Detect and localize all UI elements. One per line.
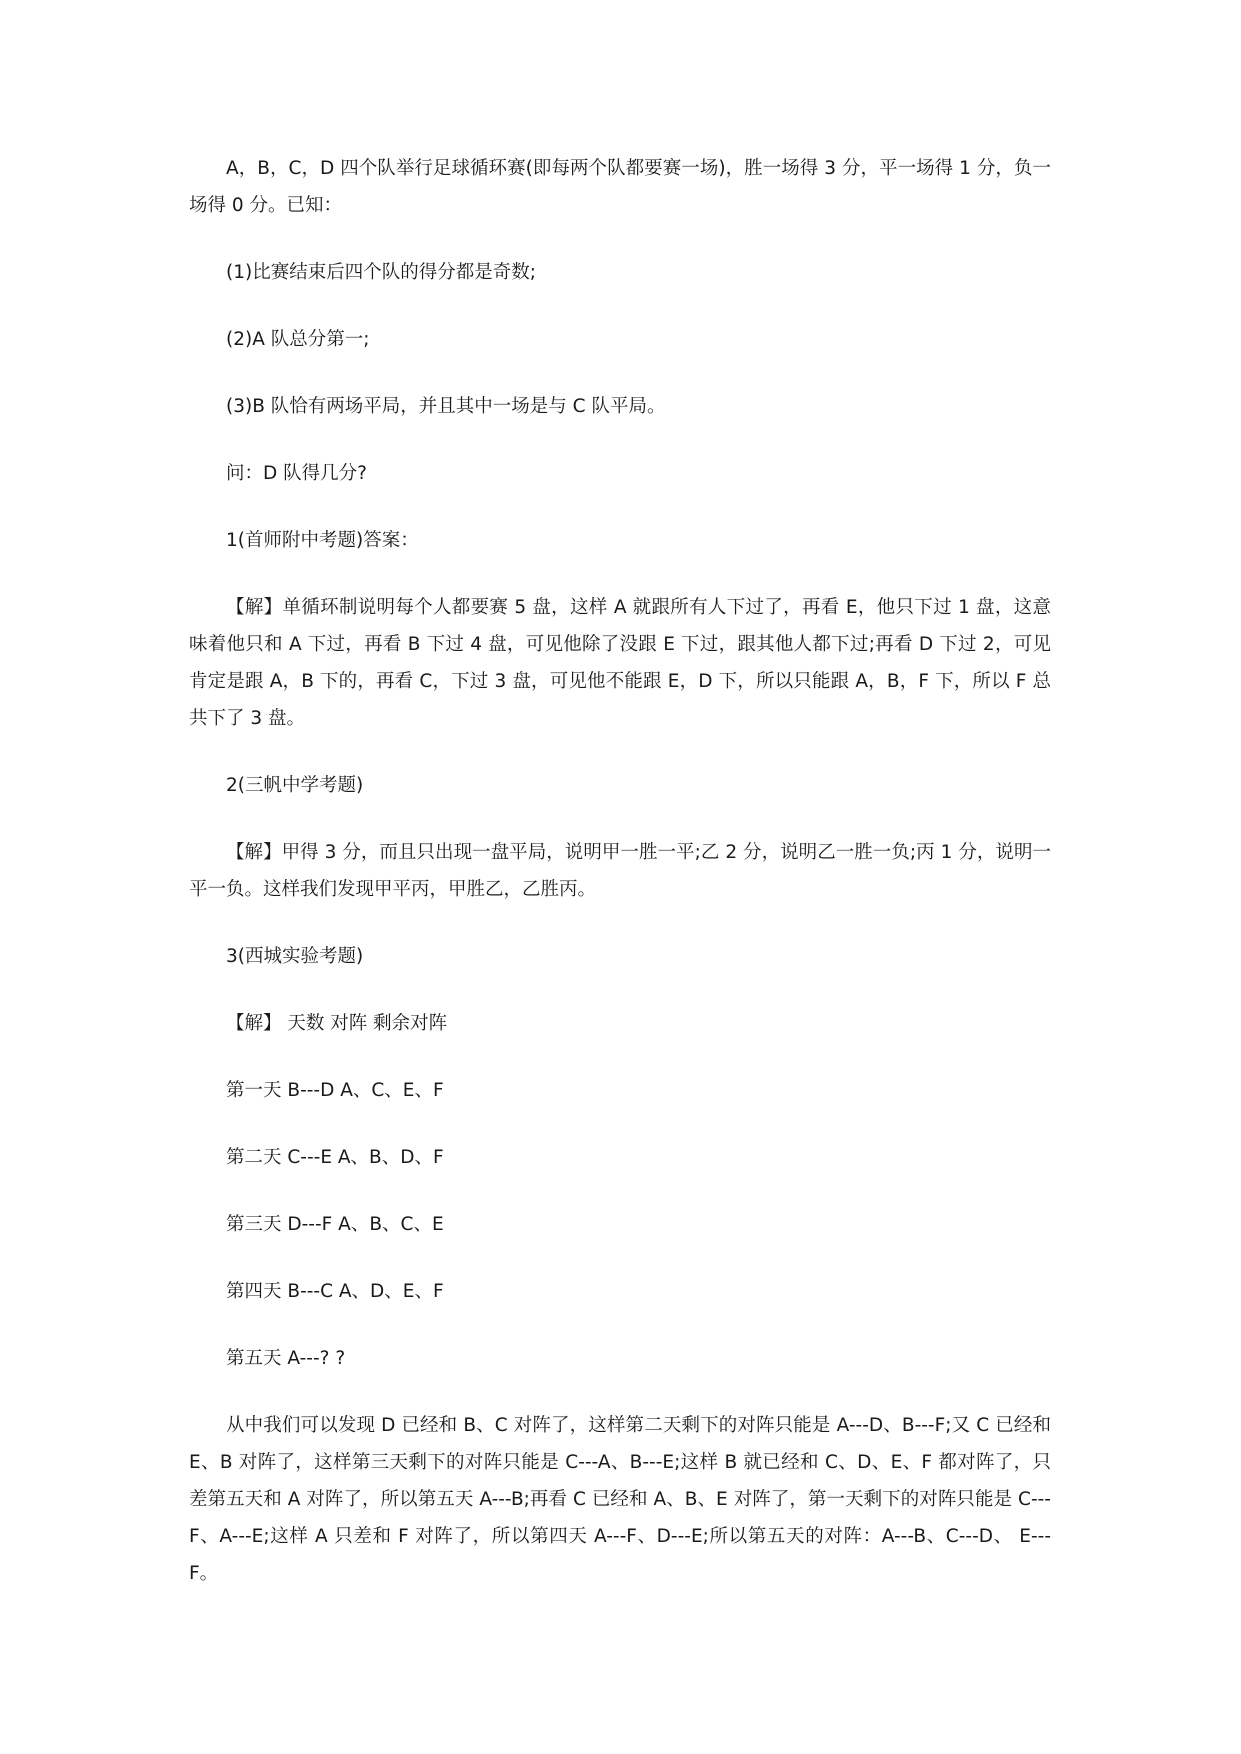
answer-heading-3: 3(西城实验考题) bbox=[226, 946, 364, 967]
schedule-day-1: 第一天 B---D A、C、E、F bbox=[226, 1080, 444, 1101]
problem-statement: A，B，C，D 四个队举行足球循环赛(即每两个队都要赛一场)，胜一场得 3 分，平一场得 1 分，负一场得 0 分。已知： bbox=[189, 158, 1051, 216]
solution-2: 【解】甲得 3 分，而且只出现一盘平局，说明甲一胜一平;乙 2 分，说明乙一胜一负;丙 1 分，说明一平一负。这样我们发现甲平丙，甲胜乙，乙胜丙。 bbox=[189, 842, 1051, 900]
schedule-day-5: 第五天 A---? ? bbox=[226, 1348, 346, 1369]
solution-1: 【解】单循环制说明每个人都要赛 5 盘，这样 A 就跟所有人下过了，再看 E，他只下过 1 盘，这意味着他只和 A 下过，再看 B 下过 4 盘，可见他除了没跟 E 下过，跟其他人都下过;再看 D 下过 2，可见肯定是跟 A，B 下的，再看 C，下过 3 盘，可见他不能跟 E，D 下，所以只能跟 A，B，F 下，所以 F 总共下了 3 盘。 bbox=[189, 597, 1051, 729]
schedule-day-4: 第四天 B---C A、D、E、F bbox=[226, 1281, 444, 1302]
solution-3: 从中我们可以发现 D 已经和 B、C 对阵了，这样第二天剩下的对阵只能是 A---D、B---F;又 C 已经和 E、B 对阵了，这样第三天剩下的对阵只能是 C---A、B---E;这样 B 就已经和 C、D、E、F 都对阵了，只差第五天和 A 对阵了，所以第五天 A---B;再看 C 已经和 A、B、E 对阵了，第一天剩下的对阵只能是 C---F、A---E;这样 A 只差和 F 对阵了，所以第四天 A---F、D---E;所以第五天的对阵：A---B、C---D、 E---F。 bbox=[189, 1415, 1051, 1584]
schedule-day-3: 第三天 D---F A、B、C、E bbox=[226, 1214, 444, 1235]
answer-heading-2: 2(三帆中学考题) bbox=[226, 775, 364, 796]
document-body bbox=[189, 150, 1051, 1592]
condition-2: (2)A 队总分第一; bbox=[226, 329, 370, 350]
schedule-header: 【解】 天数 对阵 剩余对阵 bbox=[226, 1013, 448, 1034]
condition-3: (3)B 队恰有两场平局，并且其中一场是与 C 队平局。 bbox=[226, 396, 666, 417]
question: 问：D 队得几分? bbox=[226, 463, 367, 484]
answer-heading-1: 1(首师附中考题)答案： bbox=[226, 530, 419, 551]
schedule-day-2: 第二天 C---E A、B、D、F bbox=[226, 1147, 444, 1168]
condition-1: (1)比赛结束后四个队的得分都是奇数; bbox=[226, 262, 536, 283]
